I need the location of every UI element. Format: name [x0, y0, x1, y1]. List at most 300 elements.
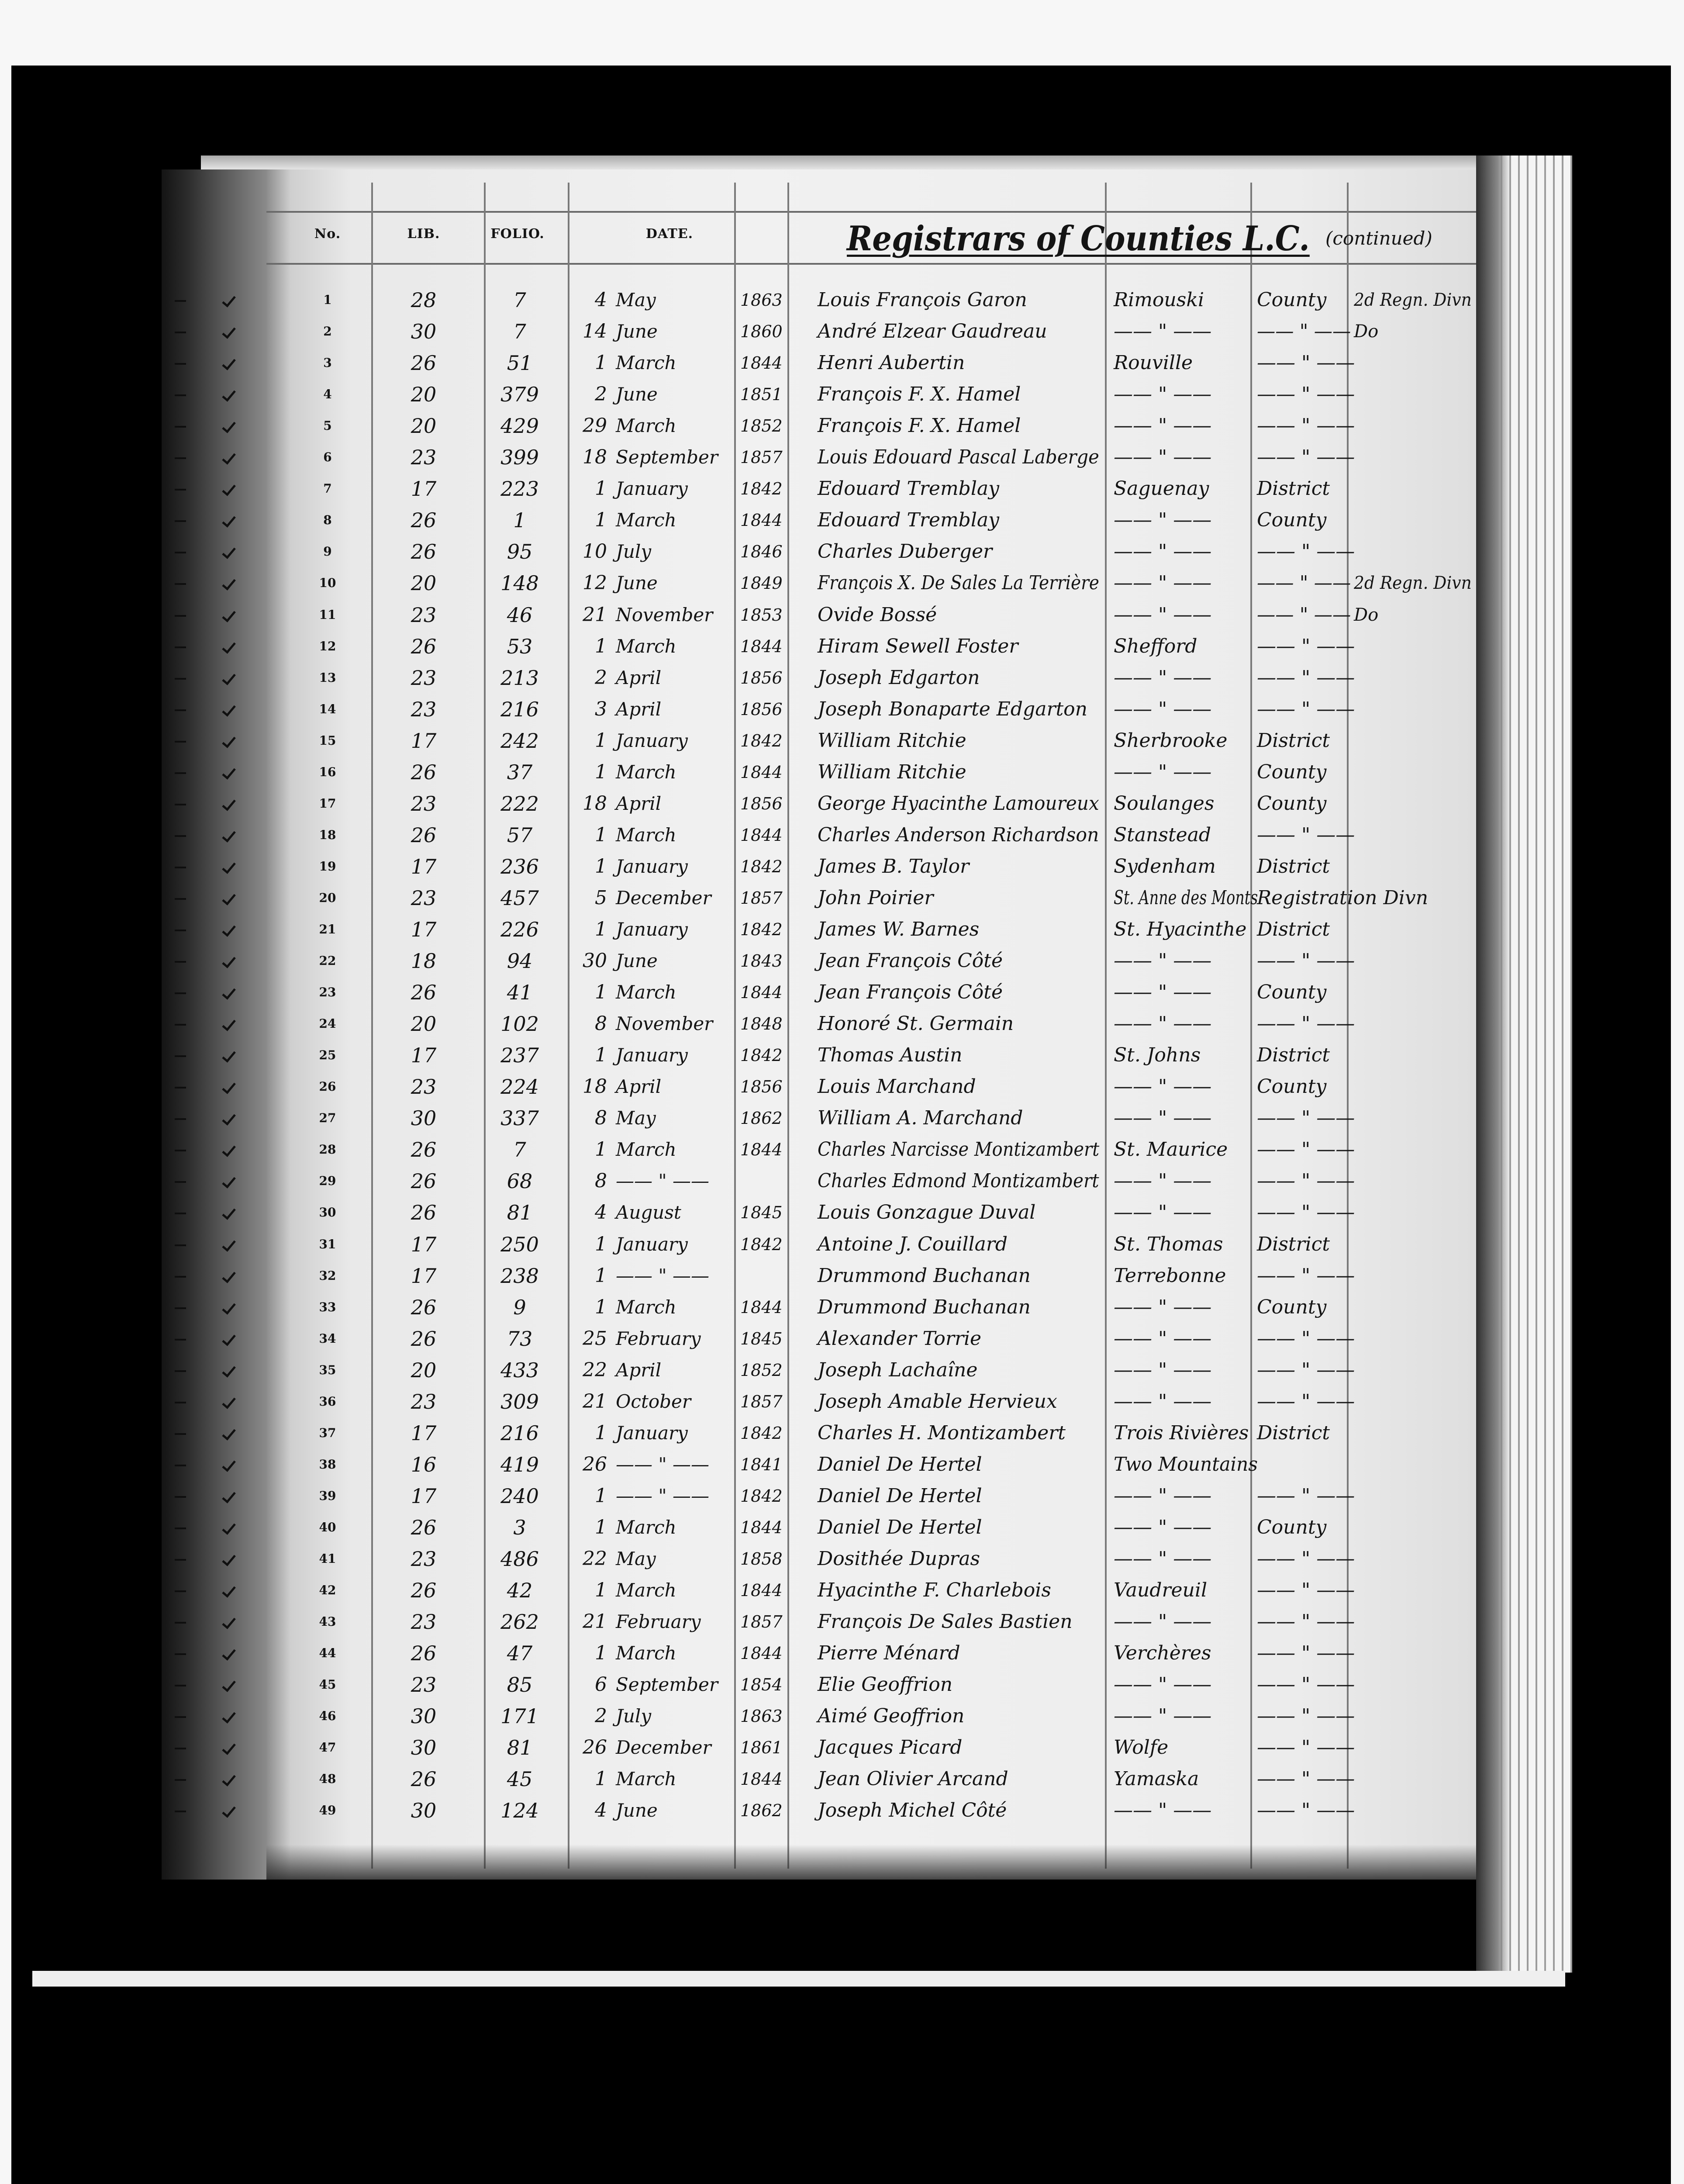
- registrar-name: William Ritchie: [818, 729, 966, 752]
- division-type: —— " ——: [1257, 1390, 1355, 1413]
- folio-value: 419: [500, 1453, 539, 1476]
- division-type: —— " ——: [1257, 1485, 1355, 1507]
- margin-dash-mark: [175, 1150, 186, 1151]
- lib-value: 20: [411, 1358, 437, 1382]
- division-type: District: [1257, 477, 1330, 500]
- division-type: —— " ——: [1257, 383, 1355, 405]
- date-day: 1: [595, 477, 607, 500]
- date-day: 8: [595, 1107, 607, 1129]
- date-month: June: [616, 384, 658, 405]
- registrar-name: Alexander Torrie: [818, 1327, 982, 1350]
- county-name: St. Hyacinthe: [1114, 918, 1247, 940]
- date-year: 1841: [740, 1455, 783, 1474]
- date-year: 1856: [740, 700, 783, 719]
- row-number: 21: [319, 922, 336, 936]
- row-number: 28: [319, 1142, 336, 1157]
- margin-dash-mark: [175, 1559, 186, 1561]
- ledger-page: [266, 169, 1476, 1880]
- date-month: March: [616, 352, 676, 373]
- division-type: District: [1257, 918, 1330, 940]
- row-number: 42: [319, 1583, 336, 1597]
- registrar-name: Joseph Lachaîne: [818, 1359, 978, 1381]
- margin-dash-mark: [175, 1496, 186, 1498]
- division-type: —— " ——: [1257, 1170, 1355, 1192]
- date-day: 1: [595, 352, 607, 374]
- margin-dash-mark: [175, 646, 186, 648]
- division-type: County: [1257, 1296, 1327, 1318]
- date-month: April: [616, 698, 662, 720]
- ledger-row: [266, 316, 1476, 347]
- margin-dash-mark: [175, 1402, 186, 1403]
- date-day: 30: [583, 950, 607, 972]
- date-month: June: [616, 321, 658, 342]
- date-year: 1844: [740, 1518, 783, 1537]
- lib-value: 26: [411, 1138, 437, 1161]
- division-type: County: [1257, 981, 1327, 1003]
- folio-value: 379: [500, 383, 539, 406]
- lib-value: 23: [411, 792, 437, 816]
- page-heading-note: (continued): [1325, 228, 1432, 249]
- row-number: 13: [319, 670, 336, 685]
- lib-value: 17: [411, 855, 437, 878]
- lib-value: 30: [411, 1704, 437, 1728]
- date-year: 1854: [740, 1675, 783, 1694]
- county-name: Sherbrooke: [1114, 729, 1228, 752]
- folio-value: 213: [500, 666, 539, 690]
- ledger-row: [266, 1669, 1476, 1700]
- date-year: 1844: [740, 983, 783, 1002]
- date-month: March: [616, 509, 676, 531]
- mount-edge: [32, 1971, 1565, 1987]
- margin-dash-mark: [175, 1685, 186, 1686]
- folio-value: 222: [500, 792, 539, 816]
- page-bottom-shadow: [266, 1845, 1476, 1880]
- date-year: 1844: [740, 511, 783, 530]
- lib-value: 30: [411, 1736, 437, 1759]
- date-month: April: [616, 1076, 662, 1097]
- date-day: 21: [583, 1390, 607, 1413]
- date-day: 26: [583, 1453, 607, 1476]
- lib-value: 26: [411, 1767, 437, 1791]
- folio-value: 95: [507, 540, 533, 563]
- lib-value: 17: [411, 1044, 437, 1067]
- row-number: 35: [319, 1363, 336, 1377]
- margin-dash-mark: [175, 930, 186, 931]
- lib-value: 18: [411, 949, 437, 973]
- registrar-name: Louis Marchand: [818, 1075, 976, 1098]
- ledger-row: [266, 1040, 1476, 1071]
- ledger-row: [266, 1323, 1476, 1355]
- date-year: 1857: [740, 448, 783, 467]
- date-day: 29: [583, 415, 607, 437]
- row-number: 37: [319, 1426, 336, 1440]
- row-number: 5: [323, 418, 332, 433]
- registrar-name: George Hyacinthe Lamoureux: [818, 792, 1099, 815]
- lib-value: 30: [411, 1106, 437, 1130]
- division-type: —— " ——: [1257, 1736, 1355, 1759]
- county-name: —— " ——: [1114, 383, 1212, 405]
- registrar-name: Louis Edouard Pascal Laberge: [818, 446, 1099, 468]
- date-day: 10: [583, 540, 607, 563]
- folio-value: 262: [500, 1610, 539, 1634]
- registrar-name: Charles Duberger: [818, 540, 993, 563]
- ledger-row: [266, 1292, 1476, 1323]
- row-number: 7: [323, 481, 332, 496]
- date-year: 1856: [740, 1077, 783, 1096]
- division-type: —— " ——: [1257, 604, 1351, 626]
- county-name: —— " ——: [1114, 415, 1212, 437]
- ledger-row: [266, 347, 1476, 379]
- margin-dash-mark: [175, 1055, 186, 1057]
- lib-value: 26: [411, 1327, 437, 1351]
- date-month: January: [616, 856, 688, 877]
- date-day: 8: [595, 1170, 607, 1192]
- date-month: January: [616, 730, 688, 751]
- row-number: 22: [319, 954, 336, 968]
- division-type: District: [1257, 729, 1330, 752]
- folio-value: 37: [507, 760, 533, 784]
- date-month: April: [616, 667, 662, 688]
- folio-value: 148: [500, 571, 539, 595]
- ledger-row: [266, 1449, 1476, 1480]
- registrar-name: William Ritchie: [818, 761, 966, 783]
- county-name: Soulanges: [1114, 792, 1215, 815]
- row-number: 15: [319, 733, 336, 748]
- folio-value: 9: [513, 1296, 526, 1319]
- margin-dash-mark: [175, 804, 186, 805]
- ledger-row: [266, 757, 1476, 788]
- registrar-name: Hiram Sewell Foster: [818, 635, 1018, 657]
- margin-dash-mark: [175, 1779, 186, 1781]
- lib-value: 30: [411, 320, 437, 343]
- lib-value: 30: [411, 1799, 437, 1822]
- date-month: August: [616, 1202, 681, 1223]
- date-month: June: [616, 1800, 658, 1821]
- lib-value: 20: [411, 414, 437, 438]
- margin-dash-mark: [175, 1307, 186, 1309]
- registrar-name: Charles H. Montizambert: [818, 1422, 1066, 1444]
- county-name: —— " ——: [1114, 604, 1212, 626]
- division-type: —— " ——: [1257, 1359, 1355, 1381]
- county-name: Vaudreuil: [1114, 1579, 1208, 1601]
- ledger-row: [266, 1795, 1476, 1826]
- lib-value: 20: [411, 383, 437, 406]
- county-name: —— " ——: [1114, 1075, 1212, 1098]
- film-margin-top: [0, 0, 1684, 66]
- margin-dash-mark: [175, 867, 186, 868]
- film-margin-right: [1671, 0, 1684, 2184]
- row-number: 17: [319, 796, 336, 811]
- date-year: 1863: [740, 290, 783, 310]
- ledger-row: [266, 1732, 1476, 1763]
- registrar-name: Jean François Côté: [818, 981, 1003, 1003]
- date-month: March: [616, 1768, 676, 1790]
- page-stack-edge: [1476, 156, 1572, 1973]
- division-type: —— " ——: [1257, 1768, 1355, 1790]
- ledger-rows: [266, 169, 1476, 1880]
- lib-value: 26: [411, 635, 437, 658]
- date-year: 1858: [740, 1549, 783, 1569]
- date-month: —— " ——: [616, 1170, 710, 1192]
- county-name: —— " ——: [1114, 1485, 1212, 1507]
- ledger-row: [266, 379, 1476, 410]
- row-number: 23: [319, 985, 336, 999]
- date-month: January: [616, 1422, 688, 1444]
- row-number: 16: [319, 765, 336, 779]
- division-type: County: [1257, 509, 1327, 531]
- ledger-row: [266, 1134, 1476, 1165]
- lib-value: 17: [411, 918, 437, 941]
- folio-value: 237: [500, 1044, 539, 1067]
- lib-value: 23: [411, 1390, 437, 1413]
- county-name: Sydenham: [1114, 855, 1216, 878]
- row-number: 29: [319, 1174, 336, 1188]
- folio-value: 85: [507, 1673, 533, 1697]
- date-year: 1853: [740, 605, 783, 625]
- ledger-row: [266, 599, 1476, 631]
- date-month: October: [616, 1391, 691, 1412]
- registrar-name: Daniel De Hertel: [818, 1516, 982, 1538]
- division-type: —— " ——: [1257, 824, 1355, 846]
- row-number: 9: [323, 544, 332, 559]
- date-year: 1851: [740, 385, 783, 404]
- margin-dash-mark: [175, 1433, 186, 1435]
- folio-value: 238: [500, 1264, 539, 1288]
- date-year: 1846: [740, 542, 783, 561]
- date-month: December: [616, 1737, 711, 1758]
- date-day: 1: [595, 1233, 607, 1255]
- lib-value: 26: [411, 351, 437, 375]
- ledger-row: [266, 1165, 1476, 1197]
- margin-dash-mark: [175, 1339, 186, 1341]
- division-type: —— " ——: [1257, 415, 1355, 437]
- folio-value: 242: [500, 729, 539, 753]
- date-year: 1844: [740, 1581, 783, 1600]
- folio-value: 94: [507, 949, 533, 973]
- row-number: 19: [319, 859, 336, 874]
- row-number: 49: [319, 1803, 336, 1818]
- registrar-name: Henri Aubertin: [818, 352, 965, 374]
- county-name: —— " ——: [1114, 1673, 1212, 1696]
- county-name: —— " ——: [1114, 1296, 1212, 1318]
- date-year: 1842: [740, 731, 783, 750]
- margin-dash-mark: [175, 678, 186, 680]
- division-type: —— " ——: [1257, 1579, 1355, 1601]
- division-type: —— " ——: [1257, 1548, 1355, 1570]
- date-day: 1: [595, 824, 607, 846]
- date-day: 1: [595, 729, 607, 752]
- folio-value: 216: [500, 1421, 539, 1445]
- date-day: 4: [595, 1799, 607, 1821]
- date-year: 1844: [740, 353, 783, 373]
- date-month: —— " ——: [616, 1485, 710, 1507]
- division-type: —— " ——: [1257, 446, 1355, 468]
- row-number: 24: [319, 1016, 336, 1031]
- county-name: —— " ——: [1114, 540, 1212, 563]
- folio-value: 399: [500, 446, 539, 469]
- division-type: County: [1257, 761, 1327, 783]
- county-name: —— " ——: [1114, 1201, 1212, 1223]
- date-month: March: [616, 761, 676, 783]
- date-year: 1862: [740, 1109, 783, 1128]
- date-day: 1: [595, 761, 607, 783]
- folio-value: 102: [500, 1012, 539, 1036]
- folio-value: 57: [507, 823, 533, 847]
- row-number: 38: [319, 1457, 336, 1472]
- date-day: 1: [595, 1516, 607, 1538]
- county-name: Rouville: [1114, 352, 1193, 374]
- margin-dash-mark: [175, 520, 186, 522]
- row-number: 10: [319, 576, 336, 590]
- ledger-row: [266, 914, 1476, 945]
- date-year: 1844: [740, 1140, 783, 1159]
- ledger-row: [266, 284, 1476, 316]
- registrar-name: Daniel De Hertel: [818, 1485, 982, 1507]
- date-year: 1857: [740, 1612, 783, 1631]
- lib-value: 26: [411, 823, 437, 847]
- division-type: Registration Divn: [1257, 887, 1429, 909]
- date-year: 1845: [740, 1329, 783, 1348]
- lib-value: 23: [411, 1547, 437, 1571]
- registrar-name: Louis François Garon: [818, 289, 1027, 311]
- division-type: —— " ——: [1257, 1107, 1355, 1129]
- lib-value: 26: [411, 981, 437, 1004]
- row-number: 20: [319, 891, 336, 905]
- folio-value: 42: [507, 1579, 533, 1602]
- date-month: September: [616, 1674, 718, 1695]
- registrar-name: James W. Barnes: [818, 918, 980, 940]
- date-year: 1860: [740, 322, 783, 341]
- county-name: —— " ——: [1114, 1327, 1212, 1350]
- folio-value: 433: [500, 1358, 539, 1382]
- margin-dash-mark: [175, 709, 186, 711]
- county-name: St. Johns: [1114, 1044, 1201, 1066]
- date-day: 1: [595, 1296, 607, 1318]
- ledger-row: [266, 442, 1476, 473]
- division-note: Do: [1354, 605, 1379, 625]
- county-name: —— " ——: [1114, 1013, 1212, 1035]
- county-name: Yamaska: [1114, 1768, 1199, 1790]
- division-type: —— " ——: [1257, 320, 1351, 342]
- registrar-name: Pierre Ménard: [818, 1642, 960, 1664]
- date-day: 22: [583, 1548, 607, 1570]
- date-month: July: [616, 541, 652, 562]
- date-year: 1857: [740, 888, 783, 908]
- registrar-name: André Elzear Gaudreau: [818, 320, 1047, 342]
- division-type: —— " ——: [1257, 950, 1355, 972]
- division-type: —— " ——: [1257, 572, 1351, 594]
- registrar-name: Edouard Tremblay: [818, 509, 1000, 531]
- date-day: 21: [583, 604, 607, 626]
- column-header-folio: FOLIO.: [490, 226, 545, 242]
- row-number: 48: [319, 1772, 336, 1786]
- lib-value: 23: [411, 1075, 437, 1099]
- registrar-name: Daniel De Hertel: [818, 1453, 982, 1476]
- county-name: —— " ——: [1114, 1107, 1212, 1129]
- date-year: 1844: [740, 763, 783, 782]
- division-type: —— " ——: [1257, 698, 1355, 720]
- date-month: May: [616, 289, 656, 311]
- film-margin-left: [0, 0, 11, 2184]
- date-day: 4: [595, 289, 607, 311]
- folio-value: 309: [500, 1390, 539, 1413]
- folio-value: 226: [500, 918, 539, 941]
- ledger-row: [266, 1763, 1476, 1795]
- lib-value: 20: [411, 1012, 437, 1036]
- division-type: County: [1257, 289, 1327, 311]
- margin-dash-mark: [175, 1811, 186, 1812]
- ledger-row: [266, 977, 1476, 1008]
- registrar-name: Thomas Austin: [818, 1044, 963, 1066]
- county-name: —— " ——: [1114, 446, 1212, 468]
- county-name: —— " ——: [1114, 950, 1212, 972]
- registrar-name: Joseph Amable Hervieux: [818, 1390, 1057, 1413]
- date-year: 1844: [740, 637, 783, 656]
- margin-dash-mark: [175, 583, 186, 585]
- county-name: Stanstead: [1114, 824, 1211, 846]
- county-name: —— " ——: [1114, 1548, 1212, 1570]
- row-number: 36: [319, 1394, 336, 1409]
- date-year: 1845: [740, 1203, 783, 1222]
- ledger-row: [266, 1229, 1476, 1260]
- margin-dash-mark: [175, 552, 186, 553]
- date-month: September: [616, 446, 718, 468]
- division-type: County: [1257, 1516, 1327, 1538]
- registrar-name: Honoré St. Germain: [818, 1013, 1014, 1035]
- date-month: March: [616, 1517, 676, 1538]
- registrar-name: Edouard Tremblay: [818, 477, 1000, 500]
- folio-value: 7: [513, 1138, 526, 1161]
- lib-value: 17: [411, 477, 437, 501]
- lib-value: 26: [411, 1641, 437, 1665]
- division-type: —— " ——: [1257, 667, 1355, 689]
- date-day: 2: [595, 383, 607, 405]
- folio-value: 1: [513, 508, 526, 532]
- ledger-row: [266, 1102, 1476, 1134]
- folio-value: 41: [507, 981, 533, 1004]
- registrar-name: Charles Anderson Richardson: [818, 824, 1099, 846]
- registrar-name: Joseph Bonaparte Edgarton: [818, 698, 1087, 720]
- date-day: 1: [595, 635, 607, 657]
- row-number: 39: [319, 1489, 336, 1503]
- county-name: —— " ——: [1114, 1170, 1212, 1192]
- ledger-row: [266, 1512, 1476, 1543]
- date-month: February: [616, 1611, 701, 1632]
- lib-value: 23: [411, 446, 437, 469]
- county-name: Saguenay: [1114, 477, 1209, 500]
- ledger-row: [266, 473, 1476, 505]
- registrar-name: Charles Edmond Montizambert: [818, 1170, 1099, 1192]
- ledger-row: [266, 1197, 1476, 1228]
- registrar-name: Jacques Picard: [818, 1736, 963, 1759]
- row-number: 12: [319, 639, 336, 653]
- lib-value: 23: [411, 603, 437, 627]
- division-type: —— " ——: [1257, 1673, 1355, 1696]
- date-day: 4: [595, 1201, 607, 1223]
- folio-value: 457: [500, 886, 539, 910]
- county-name: —— " ——: [1114, 981, 1212, 1003]
- date-day: 26: [583, 1736, 607, 1759]
- folio-value: 51: [507, 351, 533, 375]
- registrar-name: John Poirier: [818, 887, 934, 909]
- row-number: 25: [319, 1048, 336, 1062]
- registrar-name: François F. X. Hamel: [818, 383, 1021, 405]
- division-type: District: [1257, 855, 1330, 878]
- division-type: —— " ——: [1257, 352, 1355, 374]
- registrar-name: William A. Marchand: [818, 1107, 1023, 1129]
- registrar-name: Hyacinthe F. Charlebois: [818, 1579, 1051, 1601]
- registrar-name: François De Sales Bastien: [818, 1610, 1073, 1633]
